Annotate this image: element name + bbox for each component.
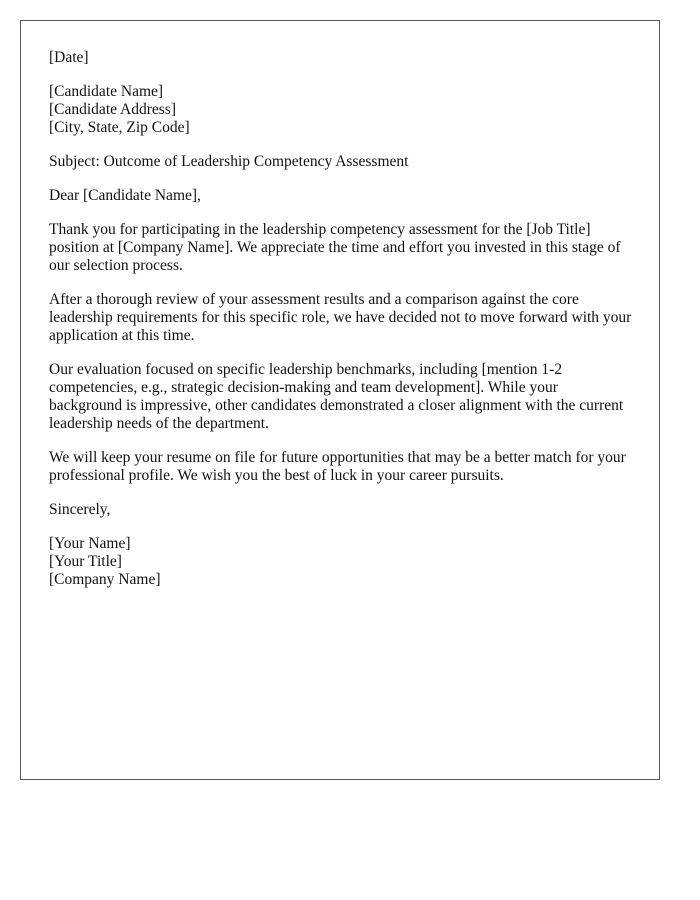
letter-salutation: Dear [Candidate Name], bbox=[49, 187, 201, 204]
body-paragraph-4: We will keep your resume on file for future opportunities that may be a better match for your professional profile. We wish you the best of luck in your career pursuits. bbox=[49, 449, 626, 484]
recipient-name: [Candidate Name] bbox=[49, 83, 164, 100]
letter-date: [Date] bbox=[49, 49, 89, 66]
body-paragraph-1: Thank you for participating in the leadership competency assessment for the [Job Title] position at [Company Name]. We appreciate the time and effort you invested in this stage of our selection process. bbox=[49, 221, 621, 274]
letter-subject: Subject: Outcome of Leadership Competency Assessment bbox=[49, 153, 409, 170]
letter-closing: Sincerely, bbox=[49, 501, 111, 518]
recipient-address-block bbox=[49, 83, 634, 137]
recipient-city-state-zip: [City, State, Zip Code] bbox=[49, 119, 190, 136]
salutation-block bbox=[49, 187, 634, 205]
date-block bbox=[49, 49, 634, 67]
body-paragraph-2: After a thorough review of your assessment results and a comparison against the core leadership requirements for this specific role, we have decided not to move forward with your application at this time. bbox=[49, 291, 632, 344]
recipient-address: [Candidate Address] bbox=[49, 101, 176, 118]
signature-name: [Your Name] bbox=[49, 535, 131, 552]
signature-title: [Your Title] bbox=[49, 553, 122, 570]
subject-block bbox=[49, 153, 634, 171]
signature-company: [Company Name] bbox=[49, 571, 161, 588]
signature-block bbox=[49, 535, 634, 589]
closing-block bbox=[49, 501, 634, 519]
letter-page bbox=[20, 20, 660, 780]
body-paragraph-3: Our evaluation focused on specific leadership benchmarks, including [mention 1-2 competencies, e.g., strategic decision-making and team development]. While your background is impressive, other candidates demonstrated a closer alignment with the current leadership needs of the department. bbox=[49, 361, 624, 432]
letter-content bbox=[49, 49, 634, 605]
